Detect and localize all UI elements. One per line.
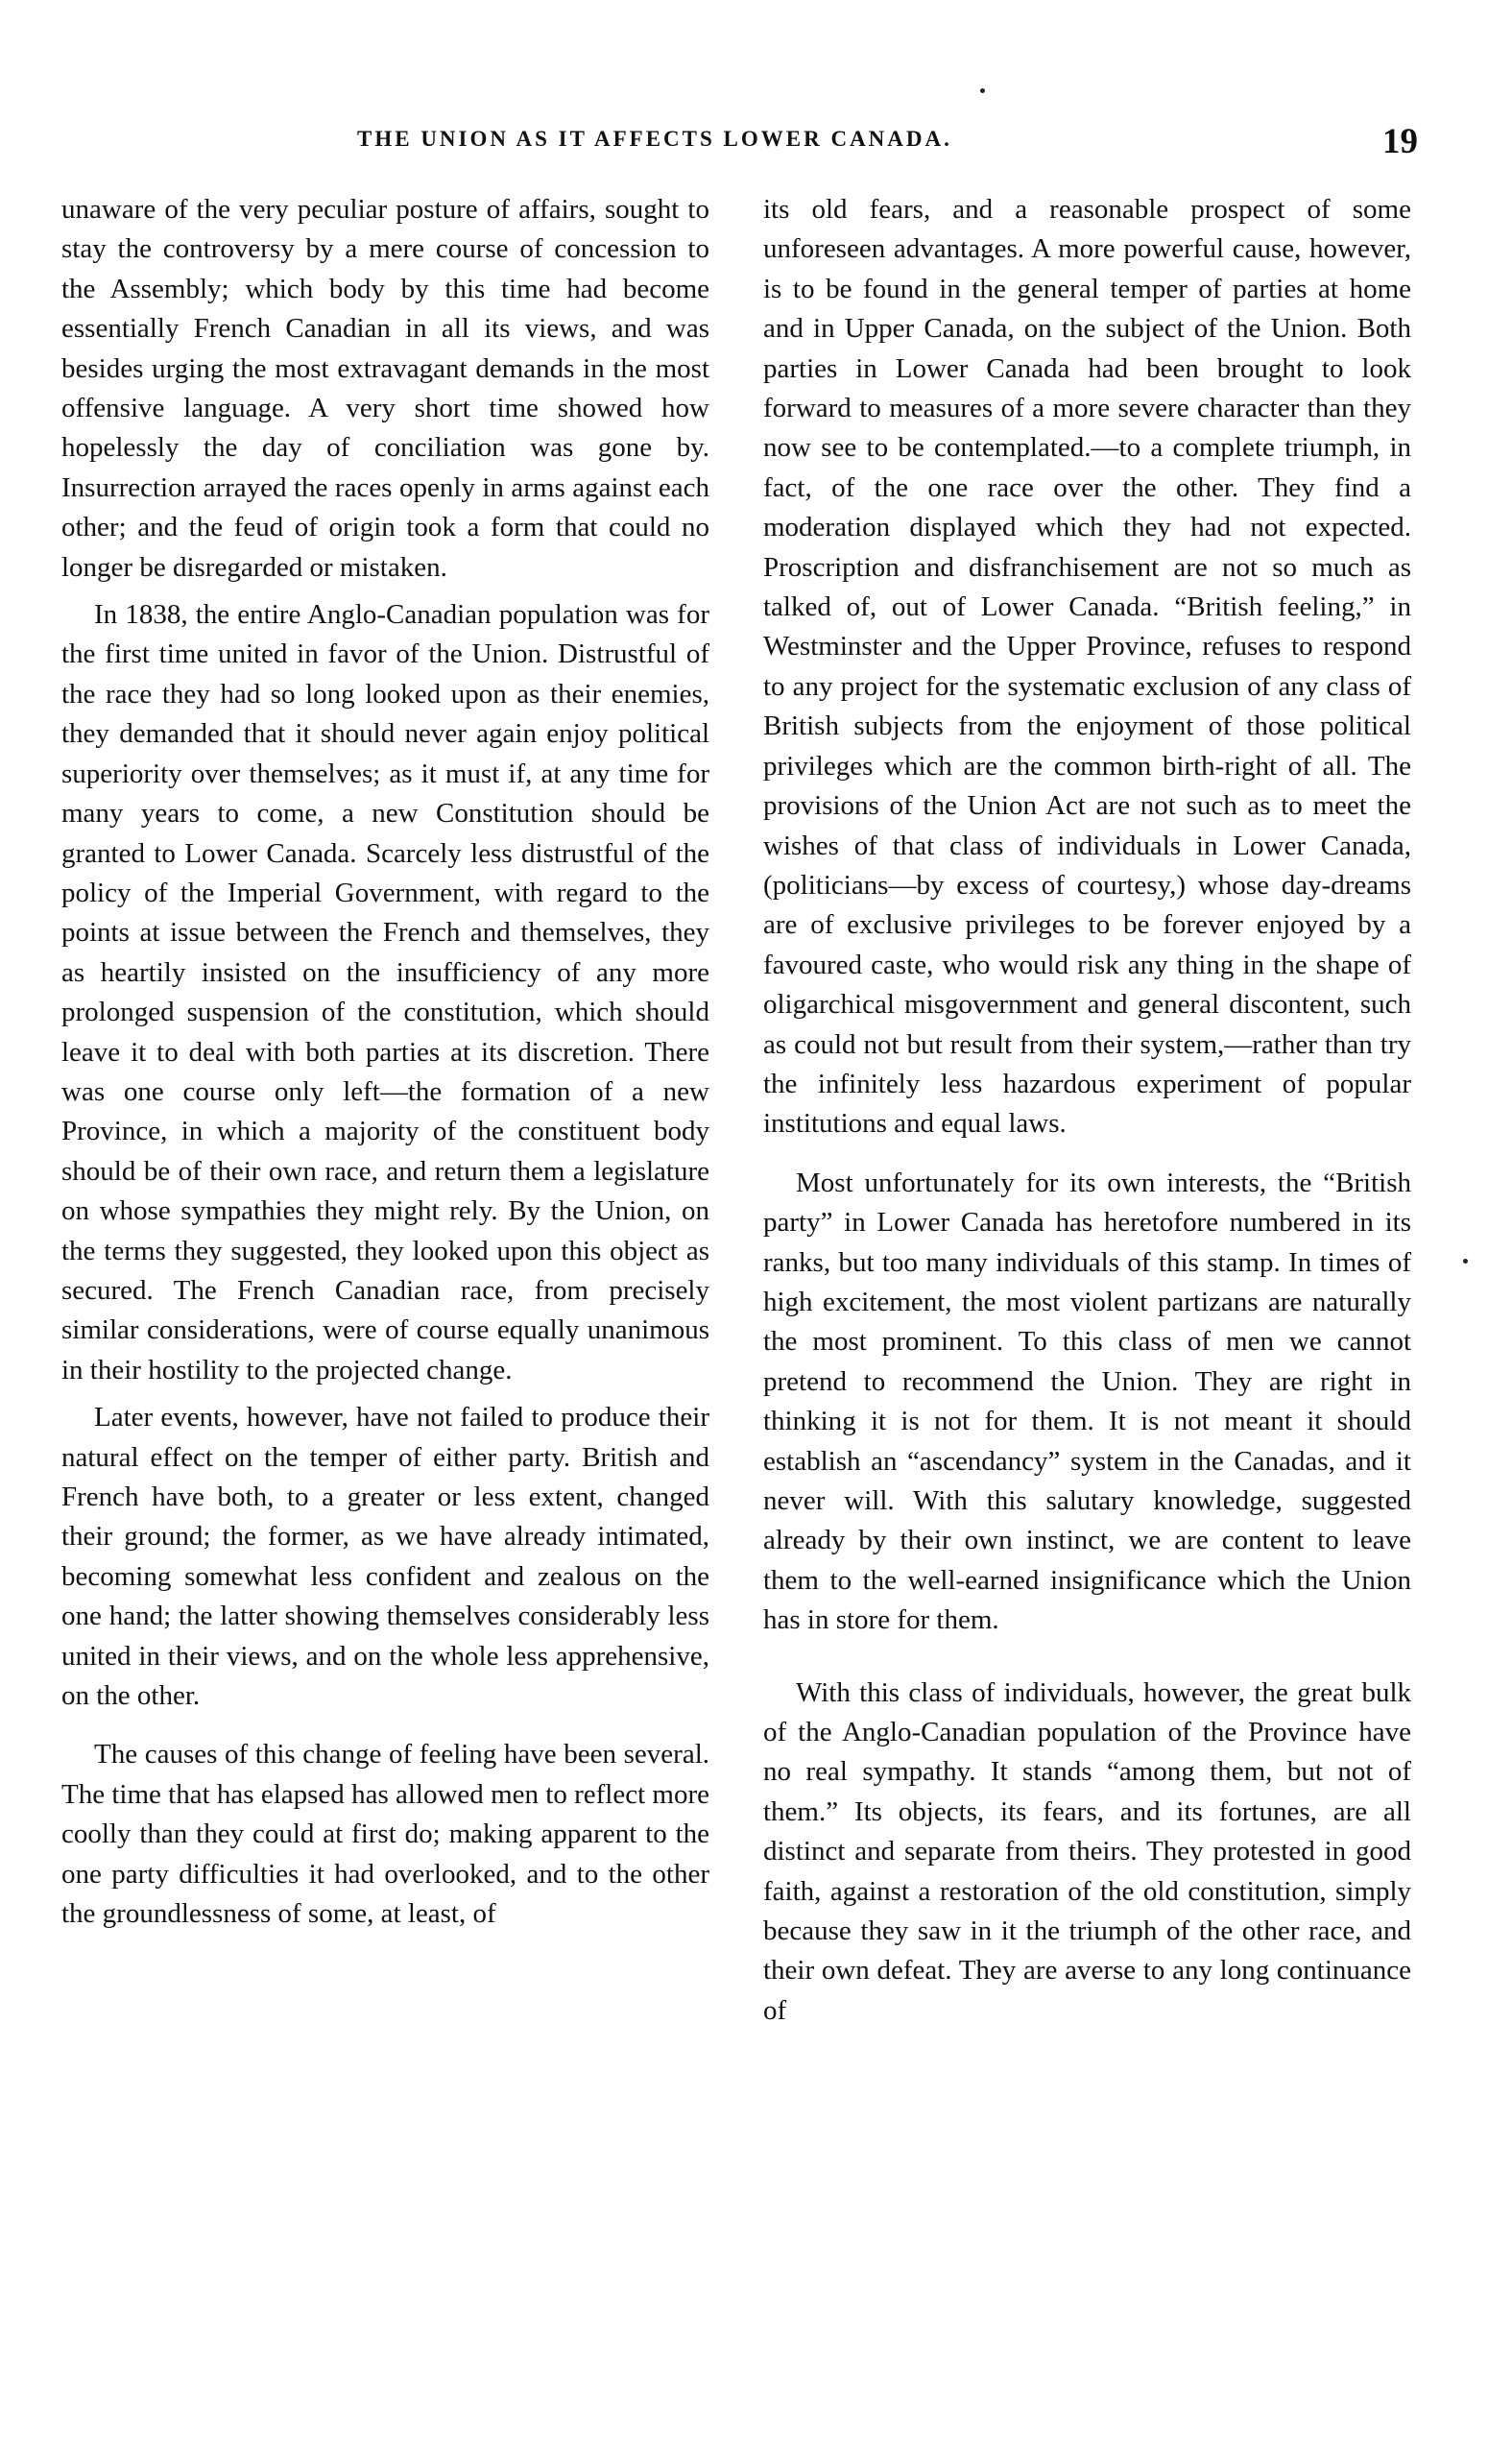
paragraph: Most unfortunately for its own interests, the “British party” in Lower Canada has heretofore numbered in its ranks, but too many individuals of this stamp. In times of high excitement, the most violent partizans are naturally the most prominent. To this class of men we cannot pretend to recommend the Union. They are right in thinking it is not for them. It is not meant it should establish an “ascendancy” system in the Canadas, and it never will. With this salutary knowledge, suggested already by their own instinct, we are content to leave them to the well-earned insignificance which the Union has in store for them.: [763, 1167, 1411, 1636]
right-column: [763, 190, 1411, 2031]
page-number: 19: [1382, 122, 1418, 161]
paragraph: With this class of individuals, however, the great bulk of the Anglo-Canadian population of the Province have no real sympathy. It stands “among them, but not of them.” Its objects, its fears, and its fortunes, are all distinct and separate from theirs. They protested in good faith, against a restoration of the old constitution, simply because they saw in it the triumph of the other race, and their own defeat. They are averse to any long continuance of: [763, 1676, 1411, 2026]
running-head-title: THE UNION AS IT AFFECTS LOWER CANADA.: [357, 127, 952, 151]
left-column: [61, 190, 709, 1934]
paragraph: Later events, however, have not failed to produce their natural effect on the temper of either party. British and French have both, to a greater or less extent, changed their ground; the former, as we have already intimated, becoming somewhat less confident and zealous on the one hand; the latter showing themselves considerably less united in their views, and on the whole less apprehensive, on the other.: [61, 1402, 709, 1712]
paragraph: The causes of this change of feeling have been several. The time that has elapsed has allowed men to reflect more coolly than they could at first do; making apparent to the one party difficulties it had overlooked, and to the other the groundlessness of some, at least, of: [61, 1739, 709, 1930]
print-speck: [1463, 1259, 1468, 1264]
print-speck: [980, 88, 985, 93]
paragraph-continued: unaware of the very peculiar posture of affairs, sought to stay the controversy by a mere course of concession to the Assembly; which body by this time had become essentially French Canadian in all its views, and was besides urging the most extravagant demands in the most offensive language. A very short time showed how hopelessly the day of conciliation was gone by. Insurrection arrayed the races openly in arms against each other; and the feud of origin took a form that could no longer be disregarded or mistaken.: [61, 194, 709, 583]
paragraph: In 1838, the entire Anglo-Canadian population was for the first time united in favor of the Union. Distrustful of the race they had so long looked upon as their enemies, they demanded that it should never again enjoy political superiority over themselves; as it must if, at any time for many years to come, a new Constitution should be granted to Lower Canada. Scarcely less distrustful of the policy of the Imperial Government, with regard to the points at issue between the French and themselves, they as heartily insisted on the insufficiency of any more prolonged suspension of the constitution, which should leave it to deal with both parties at its discretion. There was one course only left—the formation of a new Province, in which a majority of the constituent body should be of their own race, and return them a legislature on whose sympathies they might rely. By the Union, on the terms they suggested, they looked upon this object as secured. The French Canadian race, from precisely similar considerations, were of course equally unanimous in their hostility to the projected change.: [61, 599, 709, 1385]
paragraph-continued: its old fears, and a reasonable prospect of some unforeseen advantages. A more powerful cause, however, is to be found in the general temper of parties at home and in Upper Canada, on the subject of the Union. Both parties in Lower Canada had been brought to look forward to measures of a more severe character than they now see to be contemplated.—to a complete triumph, in fact, of the one race over the other. They find a moderation displayed which they had not expected. Proscription and disfranchisement are not so much as talked of, out of Lower Canada. “British feeling,” in Westminster and the Upper Province, refuses to respond to any project for the systematic exclusion of any class of British subjects from the enjoyment of those political privileges which are the common birth-right of all. The provisions of the Union Act are not such as to meet the wishes of that class of individuals in Lower Canada, (politicians—by excess of courtesy,) whose day-dreams are of exclusive privileges to be forever enjoyed by a favoured caste, who would risk any thing in the shape of oligarchical misgovernment and general discontent, such as could not but result from their system,—rather than try the infinitely less hazardous experiment of popular institutions and equal laws.: [763, 194, 1411, 1140]
